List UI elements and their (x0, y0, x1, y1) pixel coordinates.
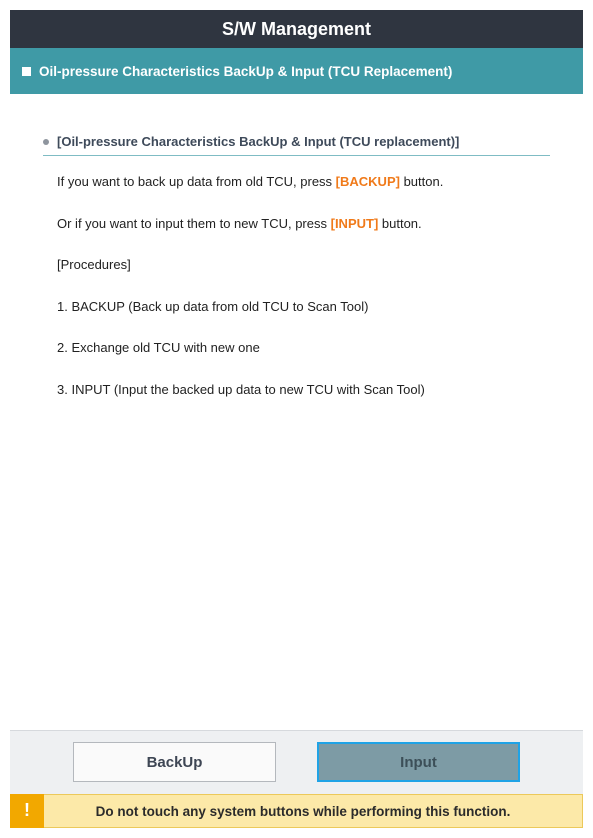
instruction-input-suffix: button. (378, 216, 422, 231)
app-window (10, 10, 583, 830)
procedure-step-1: 1. BACKUP (Back up data from old TCU to Scan Tool) (57, 299, 369, 314)
content-heading (43, 128, 550, 156)
instruction-backup-suffix: button. (399, 174, 444, 189)
section-title: Oil-pressure Characteristics BackUp & Input (TCU Replacement) (39, 63, 453, 79)
content-panel (10, 94, 583, 730)
square-bullet-icon (22, 67, 31, 76)
backup-keyword: [BACKUP] (335, 174, 400, 189)
instruction-backup-text: If you want to back up data from old TCU, press (57, 174, 336, 189)
warning-icon: ! (10, 794, 44, 828)
input-button-label: Input (400, 753, 437, 771)
action-bar (10, 730, 583, 794)
procedure-step-3: 3. INPUT (Input the backed up data to new TCU with Scan Tool) (57, 382, 425, 397)
input-button[interactable] (317, 742, 520, 782)
backup-button-label: BackUp (146, 753, 203, 771)
procedure-step-2: 2. Exchange old TCU with new one (57, 340, 260, 355)
instruction-input-text: Or if you want to input them to new TCU, press (57, 216, 331, 231)
procedures-label: [Procedures] (57, 257, 131, 272)
bullet-dot-icon (43, 139, 49, 145)
section-header (10, 48, 583, 94)
instruction-input (57, 216, 422, 231)
warning-banner (10, 794, 583, 828)
backup-button[interactable] (73, 742, 276, 782)
window-title: S/W Management (221, 18, 372, 39)
content-heading-text: [Oil-pressure Characteristics BackUp & Input (TCU replacement)] (57, 134, 460, 149)
instruction-backup (57, 174, 443, 189)
title-bar (10, 10, 583, 48)
warning-text: Do not touch any system buttons while performing this function. (95, 803, 511, 819)
input-keyword: [INPUT] (330, 216, 379, 231)
